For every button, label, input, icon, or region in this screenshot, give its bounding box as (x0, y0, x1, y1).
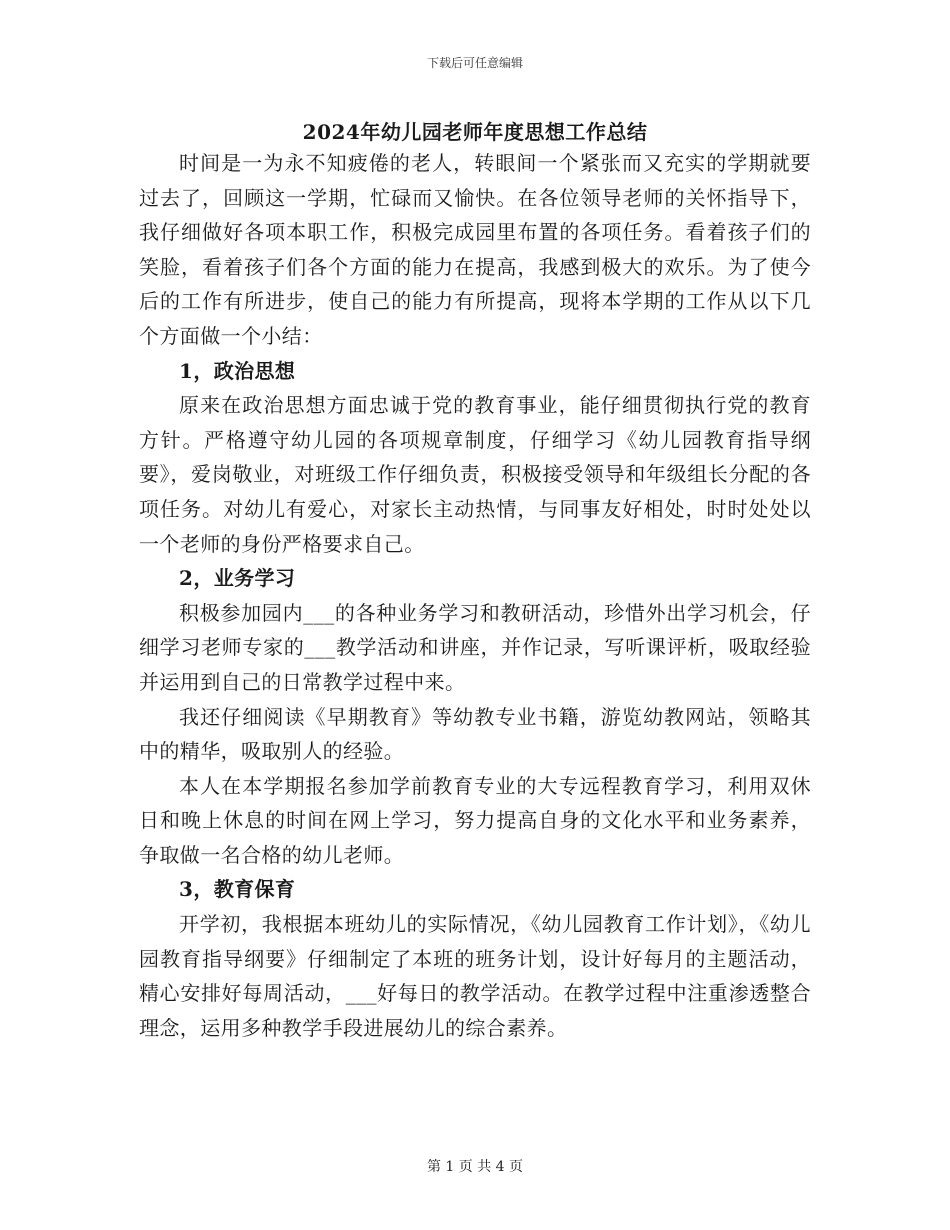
paragraph-intro: 时间是一为永不知疲倦的老人，转眼间一个紧张而又充实的学期就要过去了，回顾这一学期，忙碌而又愉快。在各位领导老师的关怀指导下，我仔细做好各项本职工作，积极完成园里布置的各项任务。看着孩子们的笑脸，看着孩子们各个方面的能力在提高，我感到极大的欢乐。为了使今后的工作有所进步，使自己的能力有所提高，现将本学期的工作从以下几个方面做一个小结： (139, 151, 811, 348)
document-title: 2024年幼儿园老师年度思想工作总结 (302, 120, 648, 144)
page-number: 第 1 页 共 4 页 (426, 1159, 524, 1175)
document-body (139, 146, 811, 1045)
header-note: 下载后可任意编辑 (426, 56, 523, 70)
paragraph-politics: 原来在政治思想方面忠诚于党的教育事业，能仔细贯彻执行党的教育方针。严格遵守幼儿园的各项规章制度，仔细学习《幼儿园教育指导纲要》，爱岗敬业，对班级工作仔细负责，积极接受领导和年级组长分配的各项任务。对幼儿有爱心，对家长主动热情，与同事友好相处，时时处处以一个老师的身份严格要求自己。 (139, 393, 811, 556)
section-heading-politics: 1，政治思想 (179, 358, 296, 383)
section-heading-education: 3，教育保育 (179, 877, 296, 902)
paragraph-education: 开学初，我根据本班幼儿的实际情况，《幼儿园教育工作计划》，《幼儿园教育指导纲要》仔细制定了本班的班务计划，设计好每月的主题活动，精心安排好每周活动，___好每日的教学活动。在教学过程中注重渗透整合理念，运用多种教学手段进展幼儿的综合素养。 (139, 912, 811, 1040)
section-heading-study: 2，业务学习 (179, 566, 296, 591)
paragraph-study-2: 我还仔细阅读《早期教育》等幼教专业书籍，游览幼教网站，领略其中的精华，吸取别人的经验。 (139, 704, 811, 764)
paragraph-study-3: 本人在本学期报名参加学前教育专业的大专远程教育学习，利用双休日和晚上休息的时间在网上学习，努力提高自身的文化水平和业务素养，争取做一名合格的幼儿老师。 (139, 773, 811, 867)
paragraph-study-1: 积极参加园内___的各种业务学习和教研活动，珍惜外出学习机会，仔细学习老师专家的___教学活动和讲座，并作记录，写听课评析，吸取经验并运用到自己的日常教学过程中来。 (139, 600, 811, 694)
